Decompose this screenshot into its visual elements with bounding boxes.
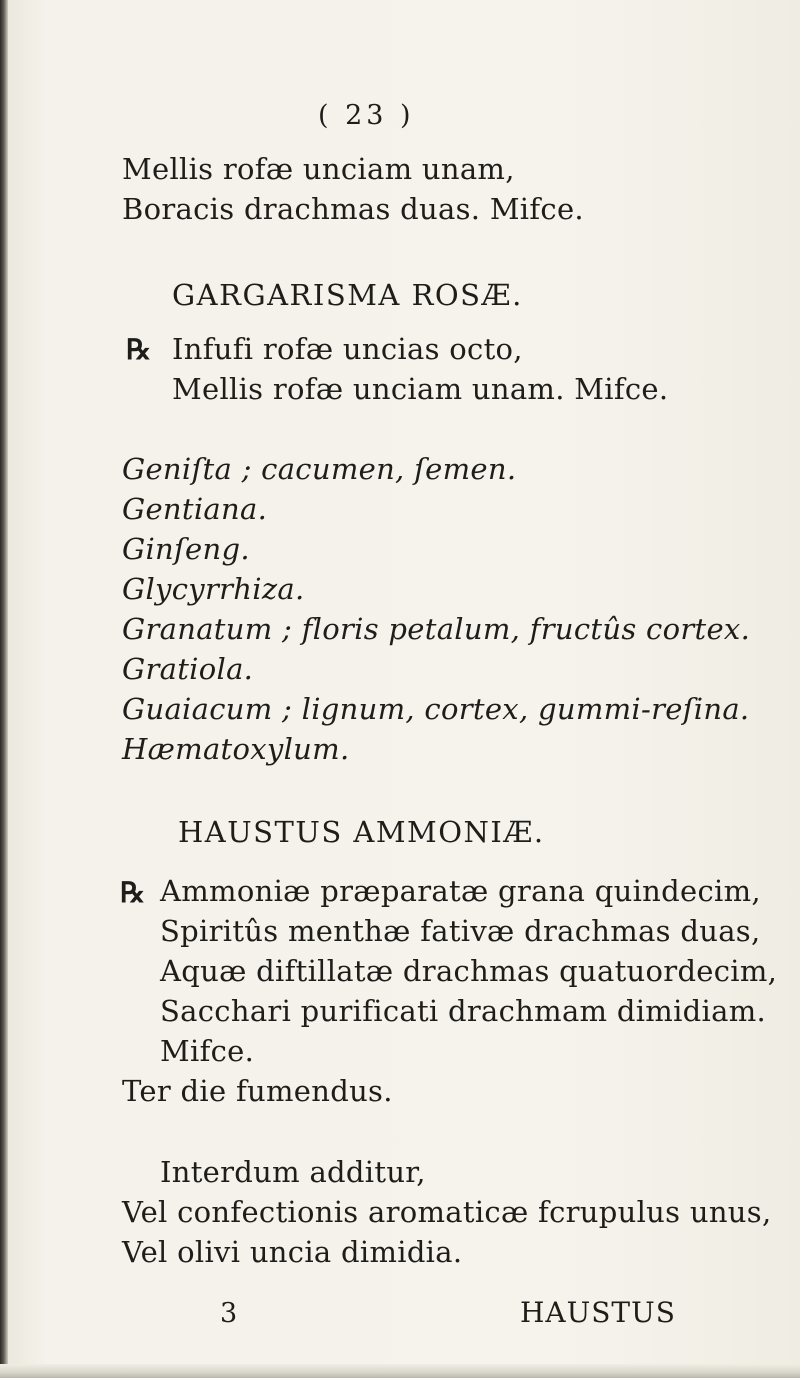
catchword: HAUSTUS [520, 1296, 676, 1329]
text-line: Spiritûs menthæ fativæ drachmas duas, [160, 914, 761, 948]
text-line: Sacchari purificati drachmam dimidiam. [160, 994, 767, 1028]
section-heading-gargarisma: GARGARISMA ROSÆ. [172, 278, 523, 312]
text-line: Vel olivi uncia dimidia. [122, 1235, 463, 1269]
recipe-symbol: ℞ [120, 876, 146, 909]
recipe-symbol: ℞ [126, 333, 152, 366]
section-heading-haustus: HAUSTUS AMMONIÆ. [178, 815, 545, 849]
text-line: Mifce. [160, 1034, 255, 1068]
signature-mark: 3 [220, 1298, 238, 1329]
index-entry: Guaiacum ; lignum, cortex, gummi-reſina. [122, 692, 750, 726]
text-line: Infufi rofæ uncias octo, [172, 332, 523, 366]
text-line: Ammoniæ præparatæ grana quindecim, [160, 874, 761, 908]
page-bottom-edge [0, 1364, 800, 1378]
index-entry: Ginſeng. [122, 532, 250, 566]
text-line: Interdum additur, [160, 1155, 426, 1189]
text-line: Boracis drachmas duas. Mifce. [122, 192, 584, 226]
page-binding-edge [0, 0, 8, 1378]
index-entry: Granatum ; floris petalum, fructûs cortex. [122, 612, 751, 646]
page-number: ( 23 ) [318, 100, 415, 131]
text-line: Vel confectionis aromaticæ fcrupulus unus, [122, 1195, 772, 1229]
text-line: Mellis rofæ unciam unam. Mifce. [172, 372, 669, 406]
index-entry: Geniſta ; cacumen, ſemen. [122, 452, 517, 486]
index-entry: Gratiola. [122, 652, 254, 686]
text-line: Mellis rofæ unciam unam, [122, 152, 515, 186]
text-line: Aquæ diftillatæ drachmas quatuordecim, [160, 954, 778, 988]
index-entry: Gentiana. [122, 492, 268, 526]
index-entry: Hæmatoxylum. [122, 732, 350, 766]
index-entry: Glycyrrhiza. [122, 572, 305, 606]
text-line: Ter die fumendus. [122, 1074, 393, 1108]
